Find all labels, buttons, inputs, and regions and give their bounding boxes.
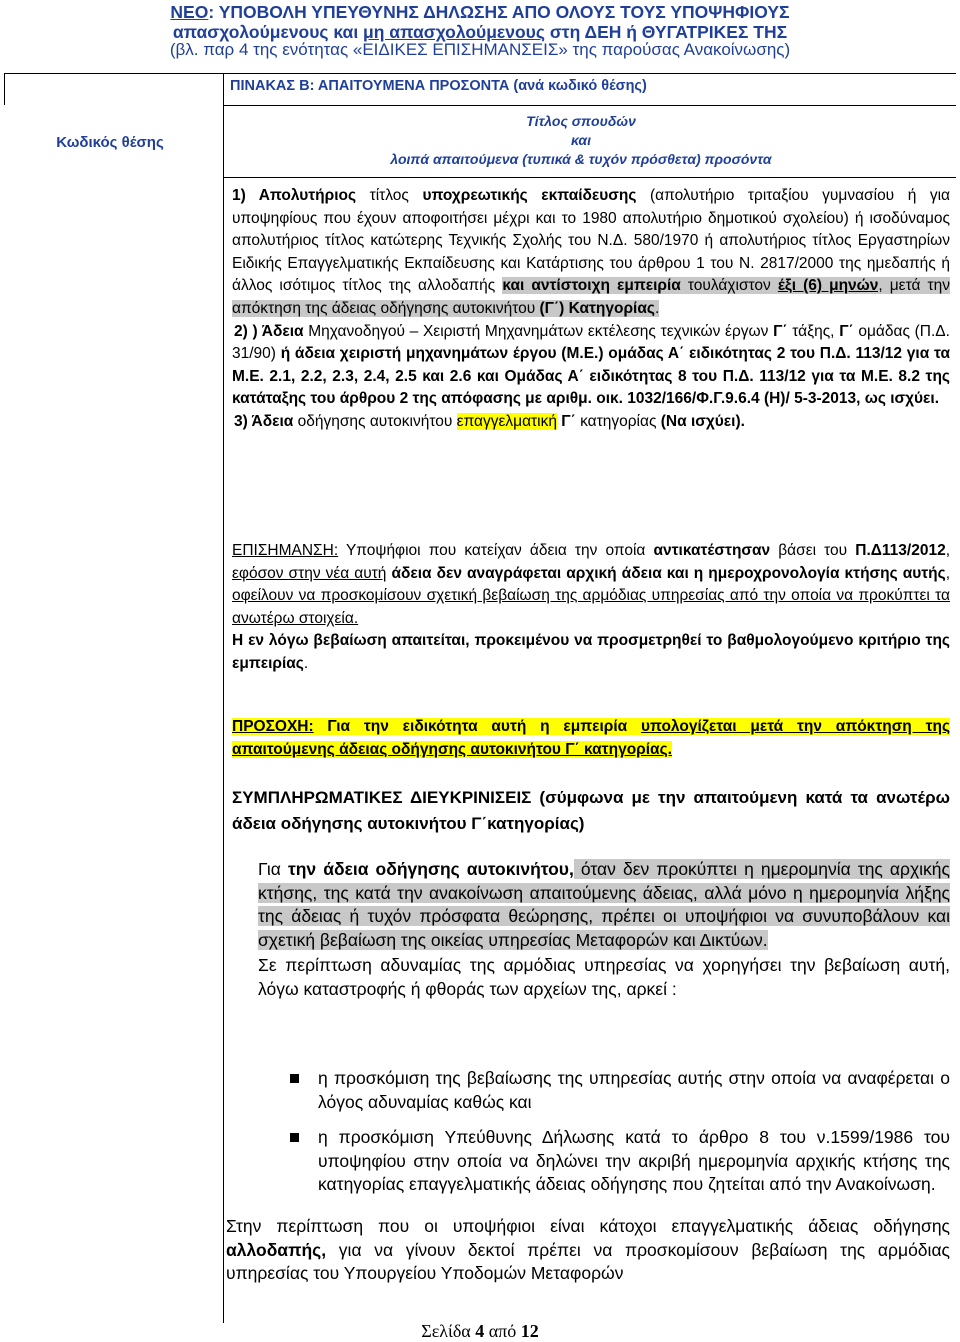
supplementary-body bbox=[258, 858, 950, 1001]
table-title-divider bbox=[223, 105, 956, 106]
document-header bbox=[0, 0, 960, 60]
supplementary-paragraph-3: Στην περίπτωση που οι υποψήφιοι είναι κάτοχοι επαγγελματικής άδειας οδήγησης αλλοδαπής, για να γίνουν δεκτοί πρέπει να προσκομίσουν βεβαίωση της αρμόδιας υπηρεσίας του Υπουργείου Υποδομών Μεταφορών bbox=[226, 1216, 950, 1283]
supplementary-paragraph-1: Για την άδεια οδήγησης αυτοκινήτου, όταν δεν προκύπτει η ημερομηνία της αρχικής κτήσης, της κατά την ανακοίνωση απαιτούμενης άδειας, αλλά μόνο η ημερομηνία λήξης της άδειας ή τυχόν πρόσφατα θεώρησης, πρέπει οι υποψήφιοι να συνυποβάλουν και σχετική βεβαίωση της οικείας υπηρεσίας Μεταφορών και Δικτύων. bbox=[258, 859, 950, 950]
header-line-1: ΝΕΟ: ΥΠΟΒΟΛΗ ΥΠΕΥΘΥΝΗΣ ΔΗΛΩΣΗΣ ΑΠΟ ΟΛΟΥΣ ΤΟΥΣ ΥΠΟΨΗΦΙΟΥΣ bbox=[170, 2, 790, 22]
requirement-2: 2) ) Άδεια Μηχανοδηγού – Χειριστή Μηχανημάτων εκτέλεσης τεχνικών έργων Γ΄ τάξης, Γ΄ ομάδας (Π.Δ. 31/90) ή άδεια χειριστή μηχανημάτων έργου (Μ.Ε.) ομάδας Α΄ ειδικότητας 2 του Π.Δ. 113/12 για τα Μ.Ε. 2.1, 2.2, 2.3, 2.4, 2.5 και 2.6 και Ομάδας Α΄ ειδικότητας 8 του Π.Δ. 113/12 για τα Μ.Ε. 8.2 της κατάταξης του άρθρου 2 της απόφασης με αριθμ. οικ. 1032/166/Φ.Γ.9.6.4 (Η)/ 5-3-2013, ως ισχύει. bbox=[232, 322, 950, 408]
position-code-header: Κωδικός θέσης bbox=[56, 134, 164, 151]
supplementary-title: ΣΥΜΠΛΗΡΩΜΑΤΙΚΕΣ ΔΙΕΥΚΡΙΝΙΣΕΙΣ (σύμφωνα με την απαιτούμενη κατά τα ανωτέρω άδεια οδήγησης αυτοκινήτου Γ΄κατηγορίας) bbox=[232, 788, 950, 833]
table-top-border bbox=[4, 73, 956, 74]
new-label: ΝΕΟ bbox=[170, 2, 209, 22]
table-header-divider bbox=[223, 177, 956, 178]
requirement-list bbox=[232, 185, 950, 434]
supplementary-bullet-list bbox=[290, 1067, 950, 1209]
table-left-border bbox=[4, 73, 5, 105]
requirement-1: 1) Απολυτήριος τίτλος υποχρεωτικής εκπαίδευσης (απολυτήριο τριταξίου γυμνασίου ή για υποψηφίους που έχουν αποφοιτήσει μέχρι και το 1980 απολυτήριο δημοτικού σχολείου) ή ισοδύναμος απολυτήριος τίτλος κατώτερης Τεχνικής Σχολής του Ν.Δ. 580/1970 ή απολυτήριος τίτλος Εργαστηρίων Ειδικής Επαγγελματικής Εκπαίδευσης και Κατάρτισης του άρθρου 1 του Ν. 2817/2000 της ημεδαπής ή άλλος ισότιμος τίτλος της αλλοδαπής και αντίστοιχη εμπειρία τουλάχιστον έξι (6) μηνών, μετά την απόκτηση της άδειας οδήγησης αυτοκινήτου (Γ΄) Κατηγορίας. bbox=[232, 187, 951, 317]
warning-label: ΠΡΟΣΟΧΗ: bbox=[232, 718, 314, 735]
table-title: ΠΙΝΑΚΑΣ Β: ΑΠΑΙΤΟΥΜΕΝΑ ΠΡΟΣΟΝΤΑ (ανά κωδικό θέσης) bbox=[230, 78, 647, 94]
notice-label: ΕΠΙΣΗΜΑΝΣΗ: bbox=[232, 542, 339, 559]
supplementary-paragraph-2: Σε περίπτωση αδυναμίας της αρμόδιας υπηρεσίας να χορηγήσει την βεβαίωση αυτή, λόγω καταστροφής ή φθοράς των αρχείων της, αρκεί : bbox=[258, 955, 950, 999]
total-pages: 12 bbox=[520, 1321, 539, 1341]
page-label: Σελίδα bbox=[421, 1321, 471, 1341]
notice-paragraph: ΕΠΙΣΗΜΑΝΣΗ: Υποψήφιοι που κατείχαν άδεια την οποία αντικατέστησαν βάσει του Π.Δ113/2012, εφόσον στην νέα αυτή άδεια δεν αναγράφεται αρχική άδεια και η ημεροχρονολογία κτήσης αυτής, οφείλουν να προσκομίσουν σχετική βεβαίωση της αρμόδιας υπηρεσίας από την οποία να προκύπτει τα ανωτέρω στοιχεία. Η εν λόγω βεβαίωση απαιτείται, προκειμένου να προσμετρηθεί το βαθμολογούμενο κριτήριο της εμπειρίας. bbox=[232, 542, 951, 672]
square-bullet-icon bbox=[290, 1074, 299, 1083]
current-page: 4 bbox=[475, 1321, 485, 1341]
of-label: από bbox=[488, 1321, 517, 1341]
header-line-3: (βλ. παρ 4 της ενότητας «ΕΙΔΙΚΕΣ ΕΠΙΣΗΜΑΝΣΕΙΣ» της παρούσας Ανακοίνωσης) bbox=[169, 40, 791, 59]
page-footer bbox=[0, 1321, 960, 1342]
table-column-divider bbox=[223, 73, 224, 1323]
square-bullet-icon bbox=[290, 1133, 299, 1142]
list-item: η προσκόμιση της βεβαίωσης της υπηρεσίας αυτής στην οποία να αναφέρεται ο λόγος αδυναμίας καθώς και bbox=[290, 1067, 950, 1114]
header-line-2: απασχολούμενους και μη απασχολούμενους στη ΔΕΗ ή ΘΥΓΑΤΡΙΚΕΣ ΤΗΣ bbox=[172, 22, 788, 42]
qualifications-header: Τίτλος σπουδών και λοιπά απαιτούμενα (τυπικά & τυχόν πρόσθετα) προσόντα bbox=[390, 113, 772, 167]
list-item: η προσκόμιση Υπεύθυνης Δήλωσης κατά το άρθρο 8 του ν.1599/1986 του υποψηφίου στην οποία να δηλώνει την ακριβή ημερομηνία αρχικής κτήσης της κατηγορίας επαγγελματικής άδειας οδήγησης που ζητείται από την Ανακοίνωση. bbox=[290, 1126, 950, 1197]
requirement-3: 3) Άδεια οδήγησης αυτοκινήτου επαγγελματική Γ΄ κατηγορίας (Να ισχύει). bbox=[234, 412, 745, 430]
warning-paragraph: ΠΡΟΣΟΧΗ: Για την ειδικότητα αυτή η εμπειρία υπολογίζεται μετά την απόκτηση της απαιτούμενης άδειας οδήγησης αυτοκινήτου Γ΄ κατηγορίας. bbox=[232, 718, 951, 758]
